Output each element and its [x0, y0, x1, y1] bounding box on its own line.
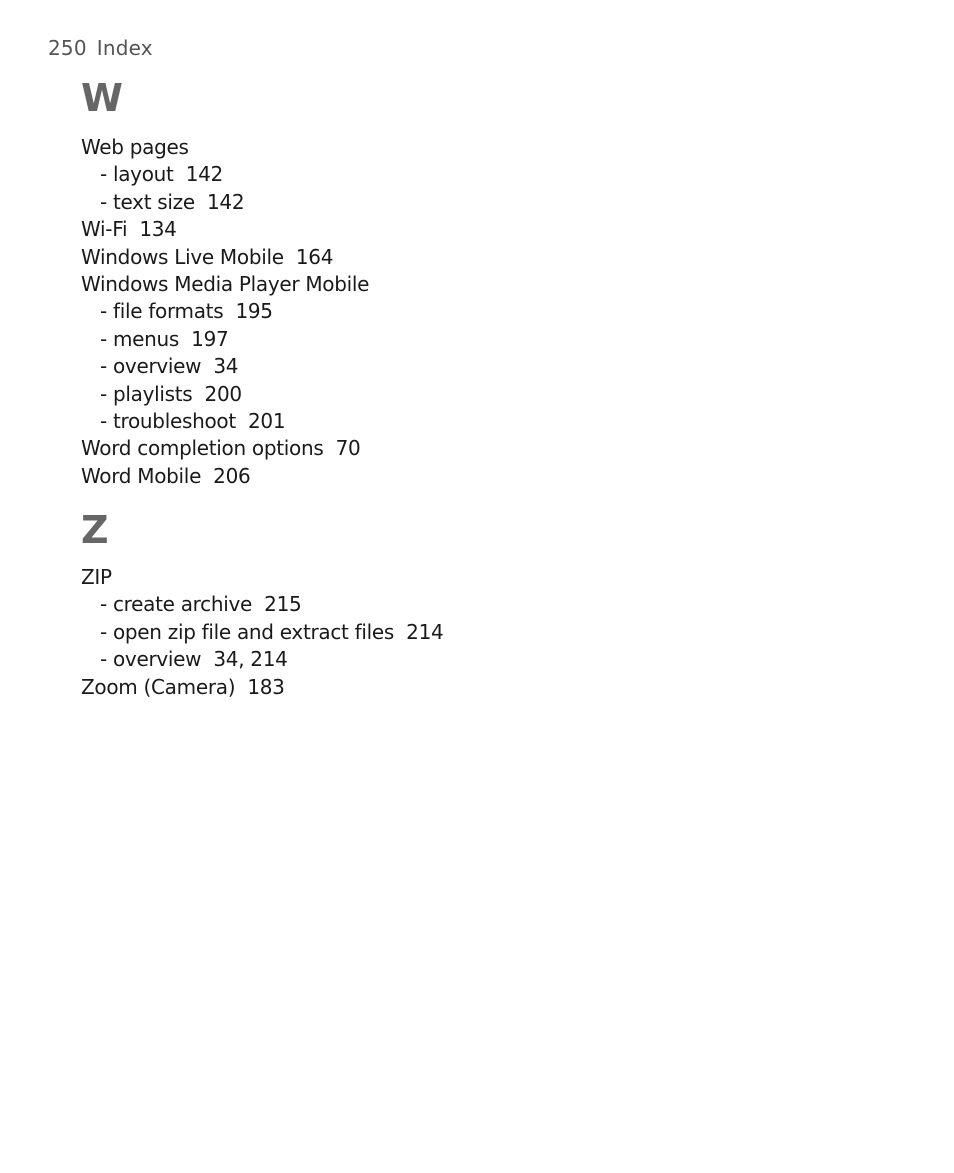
- index-subentry: - layout 142: [100, 162, 223, 187]
- index-entry: Word Mobile 206: [81, 463, 251, 488]
- section-letter: W: [81, 76, 123, 120]
- index-entry: Web pages: [81, 135, 189, 159]
- index-entry: Zoom (Camera) 183: [81, 674, 285, 699]
- index-subentry: - overview 34: [100, 354, 239, 379]
- index-subentry: - open zip file and extract files 214: [100, 619, 444, 644]
- index-subentry: - file formats 195: [100, 299, 273, 324]
- running-head: [48, 36, 153, 60]
- index-subentry: - troubleshoot 201: [100, 408, 286, 433]
- index-subentry: - playlists 200: [100, 381, 242, 406]
- index-entry: Windows Media Player Mobile: [81, 271, 370, 296]
- index-section-z: [81, 508, 881, 701]
- index-subentry: - text size 142: [100, 189, 245, 214]
- index-list: [81, 76, 881, 701]
- index-entry: ZIP: [81, 565, 112, 590]
- index-subentry: - menus 197: [100, 326, 229, 351]
- index-subentry: - create archive 215: [100, 592, 302, 617]
- index-section-w: [81, 76, 881, 490]
- index-entry: Windows Live Mobile 164: [81, 244, 334, 269]
- section-letter: Z: [81, 508, 109, 553]
- index-subentry: - overview 34, 214: [100, 647, 288, 672]
- index-entry: Wi-Fi 134: [81, 217, 177, 242]
- running-head-section: Index: [96, 36, 153, 60]
- index-entry: Word completion options 70: [81, 436, 361, 461]
- page-number: 250: [48, 36, 87, 60]
